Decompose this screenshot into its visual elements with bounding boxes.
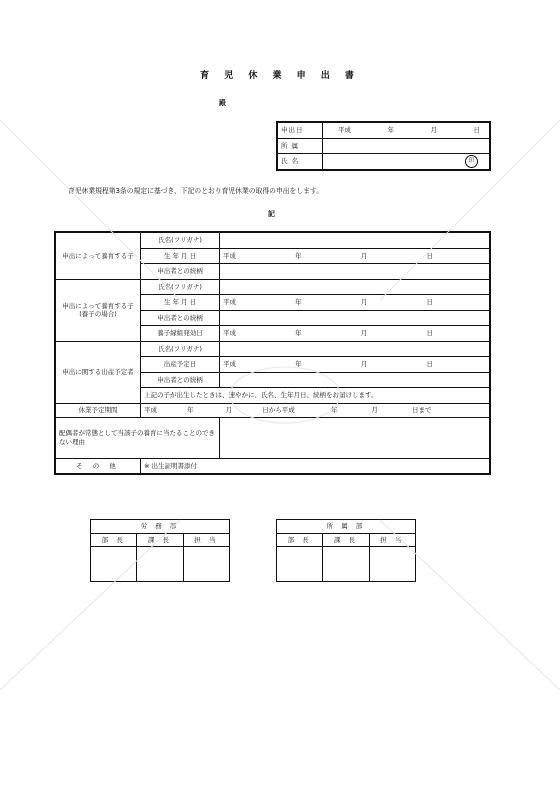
other-field[interactable]: ※ 出生証明書添付 xyxy=(141,458,491,474)
application-date-field[interactable] xyxy=(323,122,491,138)
birth-notice-text: 上記の子が出生したときは、速やかに、氏名、生年月日、続柄をお届けします。 xyxy=(141,388,491,404)
reason-field[interactable] xyxy=(220,417,491,458)
adoption-date-field[interactable] xyxy=(220,326,491,342)
year-text: 年 xyxy=(295,360,302,368)
approval-role: 課 長 xyxy=(323,534,369,547)
adopted-relation-field[interactable] xyxy=(220,310,491,326)
period-end-day-text: 日まで xyxy=(411,405,432,414)
approval-title: 労 務 部 xyxy=(91,520,230,534)
era-text: 平成 xyxy=(223,298,236,306)
name-label: 氏 名 xyxy=(277,154,323,170)
year-text: 年 xyxy=(295,251,302,260)
day-text: 日 xyxy=(426,251,433,260)
expected-name-field[interactable] xyxy=(220,341,491,357)
era-text: 平成 xyxy=(223,360,236,368)
period-month-text: 月 xyxy=(225,405,233,414)
year-text: 年 xyxy=(387,126,394,134)
period-year-text: 年 xyxy=(187,405,194,414)
child-name-field[interactable] xyxy=(220,232,491,248)
child-relation-field[interactable] xyxy=(220,264,491,280)
stamp-cell[interactable] xyxy=(277,547,323,582)
document-title: 育 児 休 業 申 出 書 xyxy=(200,71,360,81)
period-label: 休業予定期間 xyxy=(55,403,141,417)
day-text: 日 xyxy=(473,126,480,134)
application-date-label: 申出日 xyxy=(277,122,323,138)
adopted-section-label: 申出によって養育する子(養子の場合) xyxy=(55,279,141,341)
approval-title: 所 属 部 xyxy=(277,520,416,534)
stamp-cell[interactable] xyxy=(183,547,229,582)
period-era-text: 平成 xyxy=(144,405,157,414)
adopted-birth-field[interactable] xyxy=(220,295,491,311)
labor-dept-approval-box xyxy=(90,519,230,582)
month-text: 月 xyxy=(360,360,368,368)
approval-role: 部 長 xyxy=(91,534,137,547)
child-relation-label: 申出者との続柄 xyxy=(141,264,220,280)
department-label: 所 属 xyxy=(277,138,323,154)
month-text: 月 xyxy=(360,251,368,260)
adopted-relation-label: 申出者との続柄 xyxy=(141,310,220,326)
expected-name-label: 氏名(フリガナ) xyxy=(141,341,220,357)
stamp-cell[interactable] xyxy=(369,547,415,582)
era-text: 平成 xyxy=(223,251,236,260)
month-text: 月 xyxy=(360,298,368,306)
era-text: 平成 xyxy=(223,329,236,337)
day-text: 日 xyxy=(426,360,433,368)
adopted-name-field[interactable] xyxy=(220,279,491,295)
year-text: 年 xyxy=(295,329,302,337)
addressee-honorific: 殿 xyxy=(219,99,226,107)
affiliated-dept-approval-box xyxy=(276,519,416,582)
approval-role: 課 長 xyxy=(137,534,183,547)
period-end-month-text: 月 xyxy=(371,405,378,414)
name-field[interactable] xyxy=(323,154,491,170)
ki-heading: 記 xyxy=(268,210,275,218)
expected-relation-label: 申出者との続柄 xyxy=(141,372,220,388)
leave-details-table xyxy=(54,231,491,475)
child-birth-field[interactable] xyxy=(220,248,491,264)
child-name-label: 氏名(フリガナ) xyxy=(141,232,220,248)
month-text: 月 xyxy=(360,329,368,337)
period-field[interactable] xyxy=(141,403,491,417)
department-field[interactable] xyxy=(323,138,491,154)
adopted-name-label: 氏名(フリガナ) xyxy=(141,279,220,295)
stamp-cell[interactable] xyxy=(323,547,369,582)
month-text: 月 xyxy=(430,126,437,134)
stamp-cell[interactable] xyxy=(137,547,183,582)
reason-label: 配偶者が常態として当該子の養育に当たることのできない理由 xyxy=(55,417,220,458)
due-date-field[interactable] xyxy=(220,357,491,373)
adoption-date-label: 養子縁組発効日 xyxy=(141,326,220,342)
due-date-label: 出産予定日 xyxy=(141,357,220,373)
statement-text: 育児休業規程第3条の規定に基づき、下記のとおり育児休業の取得の申出をします。 xyxy=(68,187,323,195)
expected-section-label: 申出に関する出産予定者 xyxy=(55,341,141,403)
year-text: 年 xyxy=(295,298,302,306)
stamp-cell[interactable] xyxy=(91,547,137,582)
child-section-label: 申出によって養育する子 xyxy=(55,232,141,279)
adopted-birth-label: 生 年 月 日 xyxy=(141,295,220,311)
period-to-text: 日から平成 xyxy=(262,405,295,414)
expected-relation-field[interactable] xyxy=(220,372,491,388)
day-text: 日 xyxy=(426,298,433,306)
approval-role: 担 当 xyxy=(369,534,415,547)
approval-role: 部 長 xyxy=(277,534,323,547)
applicant-info-table xyxy=(276,121,491,171)
day-text: 日 xyxy=(426,329,433,337)
approval-role: 担 当 xyxy=(183,534,229,547)
other-label: そ の 他 xyxy=(55,458,141,474)
seal-mark: 印 xyxy=(465,155,478,168)
era-text: 平成 xyxy=(338,126,351,134)
period-end-year-text: 年 xyxy=(330,405,338,414)
child-birth-label: 生 年 月 日 xyxy=(141,248,220,264)
